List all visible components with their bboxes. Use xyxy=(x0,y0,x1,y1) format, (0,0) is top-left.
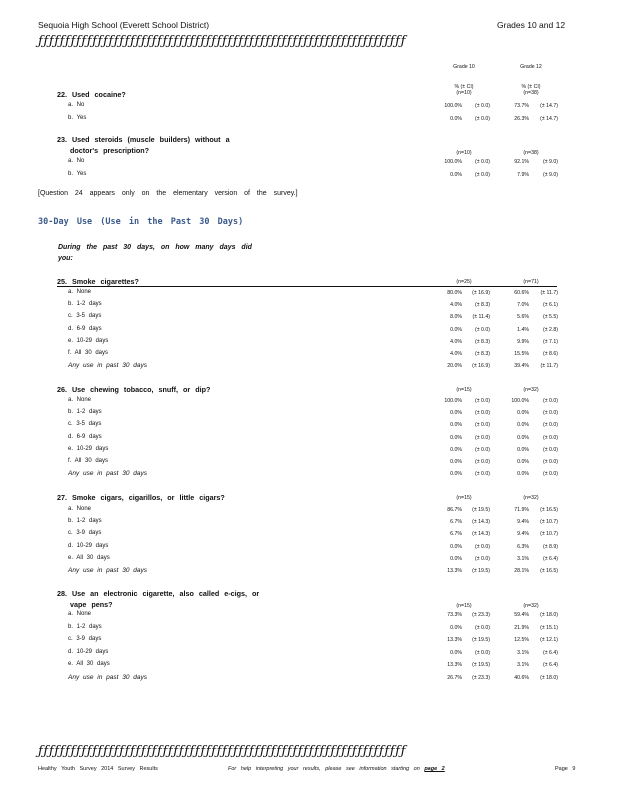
q23-grade12-n: (n=38) xyxy=(523,150,539,156)
grade12-percent: 9.4% xyxy=(517,519,529,526)
grade10-ci: (± 14.3) xyxy=(472,531,490,538)
grade10-percent: 4.0% xyxy=(450,351,462,357)
grade12-ci: (± 10.7) xyxy=(540,519,558,526)
grade10-ci: (± 0.0) xyxy=(475,410,490,417)
grade12-ci-heading: % (± CI) xyxy=(521,84,541,90)
grade10-ci-heading: % (± CI) xyxy=(454,84,474,90)
grade12-ci: (± 0.0) xyxy=(543,459,558,465)
response-option-label: b. Yes xyxy=(68,115,87,121)
grade10-ci: (± 16.9) xyxy=(472,290,490,296)
footer-survey-title: Healthy Youth Survey 2014 Survey Results xyxy=(38,766,158,772)
response-option-label: c. 3-5 days xyxy=(68,313,102,320)
q23-title: 23. Used steroids (muscle builders) without a xyxy=(57,135,230,144)
grade10-heading: Grade 10 xyxy=(453,64,475,70)
grade12-ci: (± 0.0) xyxy=(543,410,558,417)
header-rule: ƒƒƒƒƒƒƒƒƒƒƒƒƒƒƒƒƒƒƒƒƒƒƒƒƒƒƒƒƒƒƒƒƒƒƒƒƒƒƒƒƒƒƒƒƒƒƒƒƒƒƒƒƒƒƒƒƒƒƒƒƒƒƒƒƒƒƒƒ xyxy=(38,34,406,49)
q27-title: 27. Smoke cigars, cigarillos, or little cigars? xyxy=(57,493,225,502)
response-option-label: e. 10-29 days xyxy=(68,337,109,344)
grades-label: Grades 10 and 12 xyxy=(497,20,566,30)
response-option-label: c. 3-5 days xyxy=(68,421,102,428)
grade10-ci: (± 11.4) xyxy=(472,314,490,321)
q25-underline xyxy=(57,286,557,287)
grade12-percent: 0.0% xyxy=(517,422,529,429)
response-option-label: a. None xyxy=(68,289,92,295)
grade10-percent: 0.0% xyxy=(450,422,462,429)
grade10-percent: 0.0% xyxy=(450,116,462,122)
grade12-ci: (± 0.0) xyxy=(543,471,558,478)
grade10-percent: 0.0% xyxy=(450,624,462,631)
grade12-percent: 0.0% xyxy=(517,471,529,478)
school-name: Sequoia High School (Everett School District) xyxy=(38,20,210,30)
grade10-percent: 0.0% xyxy=(450,172,462,178)
grade10-percent: 0.0% xyxy=(450,410,462,417)
grade12-ci: (± 6.1) xyxy=(543,302,558,309)
grade12-heading: Grade 12 xyxy=(520,64,542,70)
grade12-percent: 39.4% xyxy=(514,363,529,370)
q23-grade10-n: (n=10) xyxy=(456,150,472,156)
grade10-ci: (± 8.3) xyxy=(475,338,490,345)
response-option-label: b. 1-2 days xyxy=(68,518,102,525)
grade12-percent: 0.0% xyxy=(517,446,529,453)
response-option-label: e. All 30 days xyxy=(68,554,110,561)
q22-title: 22. Used cocaine? xyxy=(57,90,126,99)
grade12-ci: (± 10.7) xyxy=(540,531,558,538)
grade10-percent: 86.7% xyxy=(447,507,462,513)
grade10-ci: (± 0.0) xyxy=(475,398,490,404)
q27-grade12-n: (n=32) xyxy=(523,495,539,501)
q25-title: 25. Smoke cigarettes? xyxy=(57,277,139,286)
q28-title: 28. Use an electronic cigarette, also called e-cigs, or xyxy=(57,589,260,598)
question-stem-line2: you: xyxy=(58,255,73,262)
grade12-ci: (± 15.1) xyxy=(540,624,558,631)
grade10-percent: 6.7% xyxy=(450,519,462,526)
response-option-label: a. No xyxy=(68,102,85,108)
response-option-label: d. 10-29 days xyxy=(68,542,109,549)
grade12-percent: 7.9% xyxy=(517,172,529,178)
grade10-percent: 100.0% xyxy=(444,398,462,404)
grade12-percent: 40.6% xyxy=(514,674,529,681)
q27-grade10-n: (n=15) xyxy=(456,495,472,501)
response-option-label: e. All 30 days xyxy=(68,661,110,667)
grade10-ci: (± 23.3) xyxy=(472,674,490,681)
response-option-label: d. 6-9 days xyxy=(68,433,102,440)
grade12-percent: 5.6% xyxy=(517,314,529,321)
q28-grade10-n: (n=15) xyxy=(456,603,472,609)
grade12-percent: 1.4% xyxy=(517,326,529,333)
grade10-percent: 4.0% xyxy=(450,302,462,309)
grade12-percent: 9.4% xyxy=(517,531,529,538)
grade10-ci: (± 0.0) xyxy=(475,459,490,465)
grade12-percent: 3.1% xyxy=(517,555,529,562)
grade10-ci: (± 19.5) xyxy=(472,507,490,513)
grade12-percent: 15.5% xyxy=(514,351,529,357)
grade10-percent: 73.3% xyxy=(447,612,462,618)
grade10-percent: 20.0% xyxy=(447,363,462,370)
response-option-label: e. 10-29 days xyxy=(68,445,109,452)
grade10-ci: (± 0.0) xyxy=(475,172,490,178)
grade10-percent: 100.0% xyxy=(444,159,462,165)
grade12-percent: 12.5% xyxy=(514,637,529,643)
response-option-label: b. 1-2 days xyxy=(68,301,102,308)
grade12-percent: 60.6% xyxy=(514,290,529,296)
grade10-percent: 0.0% xyxy=(450,446,462,453)
q28-title-line2: vape pens? xyxy=(70,600,113,609)
grade10-percent: 4.0% xyxy=(450,338,462,345)
grade10-ci: (± 0.0) xyxy=(475,434,490,441)
grade10-percent: 13.3% xyxy=(447,568,462,574)
grade10-ci: (± 0.0) xyxy=(475,422,490,429)
grade12-percent: 0.0% xyxy=(517,434,529,441)
response-option-label: f. All 30 days xyxy=(68,350,109,356)
grade10-ci: (± 0.0) xyxy=(475,555,490,562)
grade10-ci: (± 14.3) xyxy=(472,519,490,526)
response-option-label: d. 6-9 days xyxy=(68,325,102,332)
response-option-label: f. All 30 days xyxy=(68,458,109,464)
grade10-ci: (± 23.3) xyxy=(472,612,490,618)
grade10-ci: (± 19.5) xyxy=(472,662,490,668)
grade12-ci: (± 9.0) xyxy=(543,172,558,178)
grade10-n: (n=10) xyxy=(456,90,472,96)
grade12-ci: (± 6.4) xyxy=(543,649,558,656)
grade12-ci: (± 6.4) xyxy=(543,662,558,668)
grade12-percent: 3.1% xyxy=(517,649,529,656)
grade10-ci: (± 0.0) xyxy=(475,649,490,656)
grade12-percent: 7.0% xyxy=(517,302,529,309)
grade12-percent: 6.3% xyxy=(517,543,529,550)
q26-title: 26. Use chewing tobacco, snuff, or dip? xyxy=(57,385,211,394)
any-use-row-label: Any use in past 30 days xyxy=(68,567,148,574)
grade12-ci: (± 9.0) xyxy=(543,159,558,165)
grade10-ci: (± 0.0) xyxy=(475,446,490,453)
response-option-label: b. Yes xyxy=(68,171,87,177)
grade10-ci: (± 0.0) xyxy=(475,159,490,165)
grade12-ci: (± 8.6) xyxy=(543,351,558,357)
response-option-label: a. None xyxy=(68,397,92,403)
grade10-percent: 0.0% xyxy=(450,649,462,656)
page-2-link[interactable]: page 2 xyxy=(424,766,445,772)
grade12-ci: (± 5.5) xyxy=(543,314,558,321)
response-option-label: a. None xyxy=(68,506,92,512)
grade10-percent: 100.0% xyxy=(444,103,462,109)
grade12-percent: 28.1% xyxy=(514,568,529,574)
grade12-percent: 92.1% xyxy=(514,159,529,165)
response-option-label: b. 1-2 days xyxy=(68,623,102,630)
grade10-ci: (± 0.0) xyxy=(475,624,490,631)
response-option-label: d. 10-29 days xyxy=(68,648,109,655)
grade10-ci: (± 8.3) xyxy=(475,351,490,357)
grade12-ci: (± 6.4) xyxy=(543,555,558,562)
grade12-n: (n=38) xyxy=(523,90,539,96)
grade10-percent: 80.0% xyxy=(447,290,462,296)
grade12-ci: (± 11.7) xyxy=(540,363,558,370)
grade10-percent: 6.7% xyxy=(450,531,462,538)
q26-grade12-n: (n=32) xyxy=(523,387,539,393)
grade12-percent: 59.4% xyxy=(514,612,529,618)
grade10-percent: 13.3% xyxy=(447,662,462,668)
grade10-percent: 0.0% xyxy=(450,459,462,465)
grade12-percent: 26.3% xyxy=(514,116,529,122)
any-use-row-label: Any use in past 30 days xyxy=(68,362,148,370)
grade12-ci: (± 14.7) xyxy=(540,116,558,122)
grade10-ci: (± 0.0) xyxy=(475,543,490,550)
grade12-ci: (± 8.9) xyxy=(543,543,558,550)
grade12-percent: 9.9% xyxy=(517,338,529,345)
grade12-ci: (± 0.0) xyxy=(543,434,558,441)
grade10-percent: 0.0% xyxy=(450,434,462,441)
grade10-ci: (± 19.5) xyxy=(472,637,490,643)
grade12-ci: (± 7.1) xyxy=(543,338,558,345)
grade12-percent: 21.9% xyxy=(514,624,529,631)
grade10-ci: (± 16.9) xyxy=(472,363,490,370)
grade10-percent: 0.0% xyxy=(450,471,462,478)
grade10-percent: 13.3% xyxy=(447,637,462,643)
grade10-percent: 26.7% xyxy=(447,674,462,681)
q26-grade10-n: (n=15) xyxy=(456,387,472,393)
footer-help-label: For help interpreting your results, please see information starting on xyxy=(228,766,420,772)
q25-grade12-n: (n=71) xyxy=(523,279,539,285)
grade12-ci: (± 0.0) xyxy=(543,398,558,404)
grade12-percent: 71.9% xyxy=(514,507,529,513)
page-number: Page 9 xyxy=(555,766,576,772)
grade12-percent: 0.0% xyxy=(517,410,529,417)
footer-rule: ƒƒƒƒƒƒƒƒƒƒƒƒƒƒƒƒƒƒƒƒƒƒƒƒƒƒƒƒƒƒƒƒƒƒƒƒƒƒƒƒƒƒƒƒƒƒƒƒƒƒƒƒƒƒƒƒƒƒƒƒƒƒƒƒƒƒƒƒ xyxy=(38,744,406,759)
grade12-percent: 100.0% xyxy=(511,398,529,404)
grade12-ci: (± 14.7) xyxy=(540,103,558,109)
response-option-label: a. None xyxy=(68,611,92,617)
grade12-ci: (± 18.0) xyxy=(540,674,558,681)
q28-grade12-n: (n=32) xyxy=(523,603,539,609)
response-option-label: a. No xyxy=(68,158,85,164)
grade12-ci: (± 2.8) xyxy=(543,326,558,333)
grade10-percent: 0.0% xyxy=(450,543,462,550)
grade12-ci: (± 12.1) xyxy=(540,637,558,643)
q25-grade10-n: (n=25) xyxy=(456,279,472,285)
any-use-row-label: Any use in past 30 days xyxy=(68,470,148,478)
grade12-percent: 0.0% xyxy=(517,459,529,465)
grade10-percent: 0.0% xyxy=(450,326,462,333)
grade10-percent: 8.0% xyxy=(450,314,462,321)
response-option-label: c. 3-9 days xyxy=(68,636,102,642)
footer-help-text xyxy=(228,766,445,772)
grade12-percent: 3.1% xyxy=(517,662,529,668)
grade12-ci: (± 0.0) xyxy=(543,422,558,429)
grade12-ci: (± 16.5) xyxy=(540,568,558,574)
grade12-percent: 73.7% xyxy=(514,103,529,109)
q23-title-line2: doctor's prescription? xyxy=(70,146,149,155)
grade12-ci: (± 16.5) xyxy=(540,507,558,513)
grade10-ci: (± 0.0) xyxy=(475,116,490,122)
question-24-note: [Question 24 appears only on the elementary version of the survey.] xyxy=(38,190,298,197)
grade10-ci: (± 19.5) xyxy=(472,568,490,574)
grade10-ci: (± 8.3) xyxy=(475,302,490,309)
response-option-label: c. 3-9 days xyxy=(68,530,102,537)
section-heading: 30-Day Use (Use in the Past 30 Days) xyxy=(38,217,244,227)
response-option-label: b. 1-2 days xyxy=(68,409,102,416)
grade12-ci: (± 0.0) xyxy=(543,446,558,453)
grade10-ci: (± 0.0) xyxy=(475,103,490,109)
grade10-ci: (± 0.0) xyxy=(475,471,490,478)
question-stem-line1: During the past 30 days, on how many days did xyxy=(58,244,252,251)
grade10-ci: (± 0.0) xyxy=(475,326,490,333)
grade10-percent: 0.0% xyxy=(450,555,462,562)
grade12-ci: (± 18.0) xyxy=(540,612,558,618)
any-use-row-label: Any use in past 30 days xyxy=(68,673,148,681)
grade12-ci: (± 11.7) xyxy=(540,290,558,296)
